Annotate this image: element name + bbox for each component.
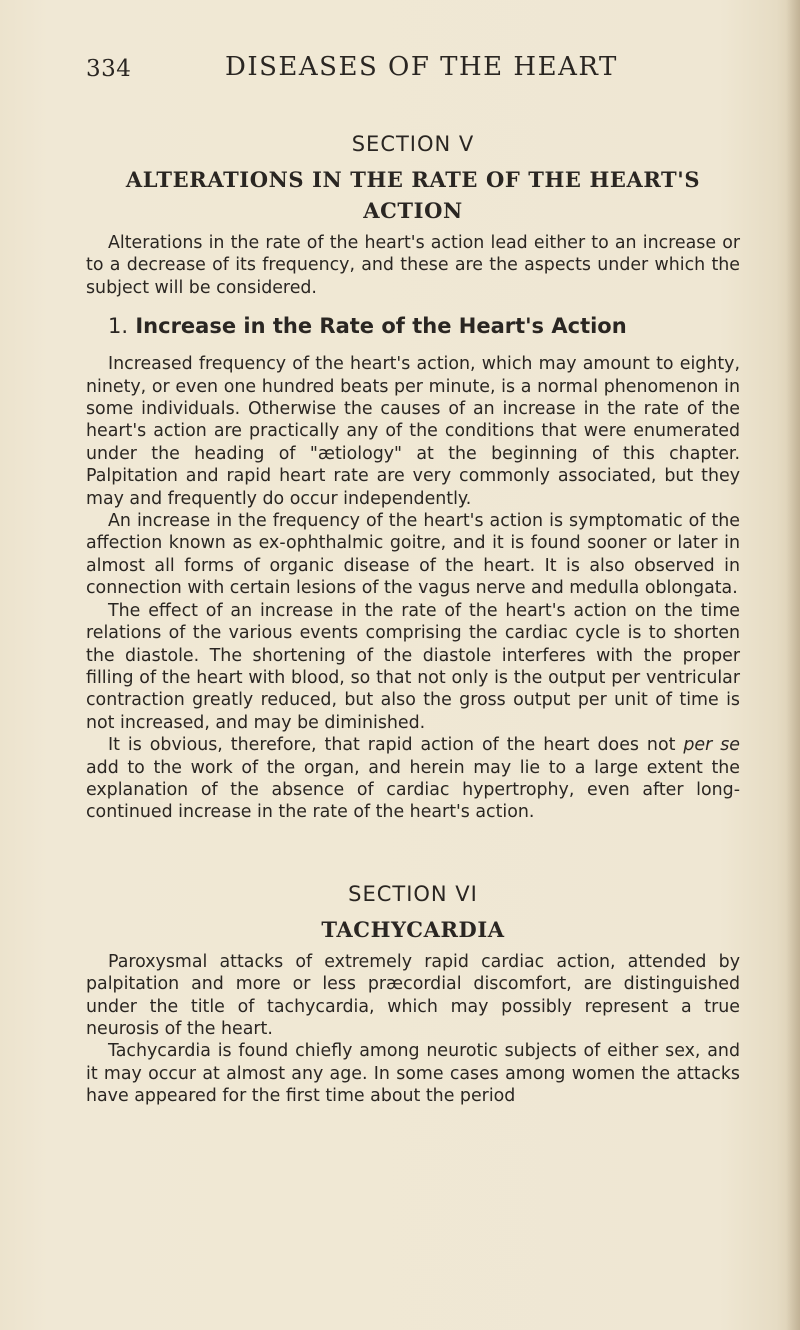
per-se-italic: per se — [683, 735, 740, 756]
paragraph-diastole: The effect of an increase in the rate of the heart's action on the time relations of the various events comprising the cardiac cycle is to shorten the diastole. The shortening of the diastole interferes with the proper filling of the heart with blood, so that not only is the output per ventricular contraction greatly reduced, but also the gross output per unit of time is not increased, and may be diminished. — [86, 600, 740, 733]
paragraph-increased-frequency: Increased frequency of the heart's action, which may amount to eighty, ninety, or even one hundred beats per minute, is a normal phenomenon in some individuals. Otherwise the causes of an increase in the rate of the heart's action are practically any of the conditions that were enumerated under the heading of "ætiology" at the beginning of this chapter. Palpitation and rapid heart rate are very commonly associated, but they may and frequently do occur independently. — [86, 354, 740, 509]
page-body — [86, 130, 740, 1108]
page-header — [0, 48, 800, 88]
section-v-title-line1: ALTERATIONS IN THE RATE OF THE HEART'S — [125, 167, 701, 192]
subheading-increase-rate — [108, 313, 740, 339]
paragraph-symptomatic: An increase in the frequency of the heart's action is symptomatic of the affection known as ex-ophthalmic goitre, and it is found sooner or later in almost all forms of organic disease of the heart. It is also observed in connection with certain lesions of the vagus nerve and medulla oblongata. — [86, 511, 740, 599]
running-head: DISEASES OF THE HEART — [225, 52, 618, 82]
section-v-title — [86, 164, 740, 226]
subheading-number: 1. — [108, 314, 129, 339]
page-edge-shadow — [786, 0, 800, 1330]
paragraph-tachycardia-subjects: Tachycardia is found chiefly among neurotic subjects of either sex, and it may occur at almost any age. In some cases among women the attacks have appeared for the first time about the period — [86, 1041, 740, 1107]
section-vi-title: TACHYCARDIA — [321, 916, 505, 942]
page-number: 334 — [86, 56, 132, 82]
section-v-label: SECTION V — [351, 132, 475, 156]
per-se-end: add to the work of the organ, and herein may lie to a large extent the explanation of the absence of cardiac hypertrophy, even after long-continued increase in the rate of the heart's action. — [86, 757, 740, 823]
section-spacer — [86, 824, 740, 880]
per-se-start: It is obvious, therefore, that rapid action of the heart does not — [108, 735, 684, 756]
paragraph-paroxysmal: Paroxysmal attacks of extremely rapid cardiac action, attended by palpitation and more or less præcordial discomfort, are distinguished under the title of tachycardia, which may possibly represent a true neurosis of the heart. — [86, 951, 740, 1039]
section-vi-label: SECTION VI — [348, 881, 478, 906]
section-v-title-line2: ACTION — [363, 198, 463, 223]
paragraph-per-se — [86, 734, 740, 824]
subheading-text: Increase in the Rate of the Heart's Action — [135, 314, 627, 339]
section-v-intro: Alterations in the rate of the heart's action lead either to an increase or to a decrease of its frequency, and these are the aspects under which the subject will be considered. — [86, 233, 740, 298]
